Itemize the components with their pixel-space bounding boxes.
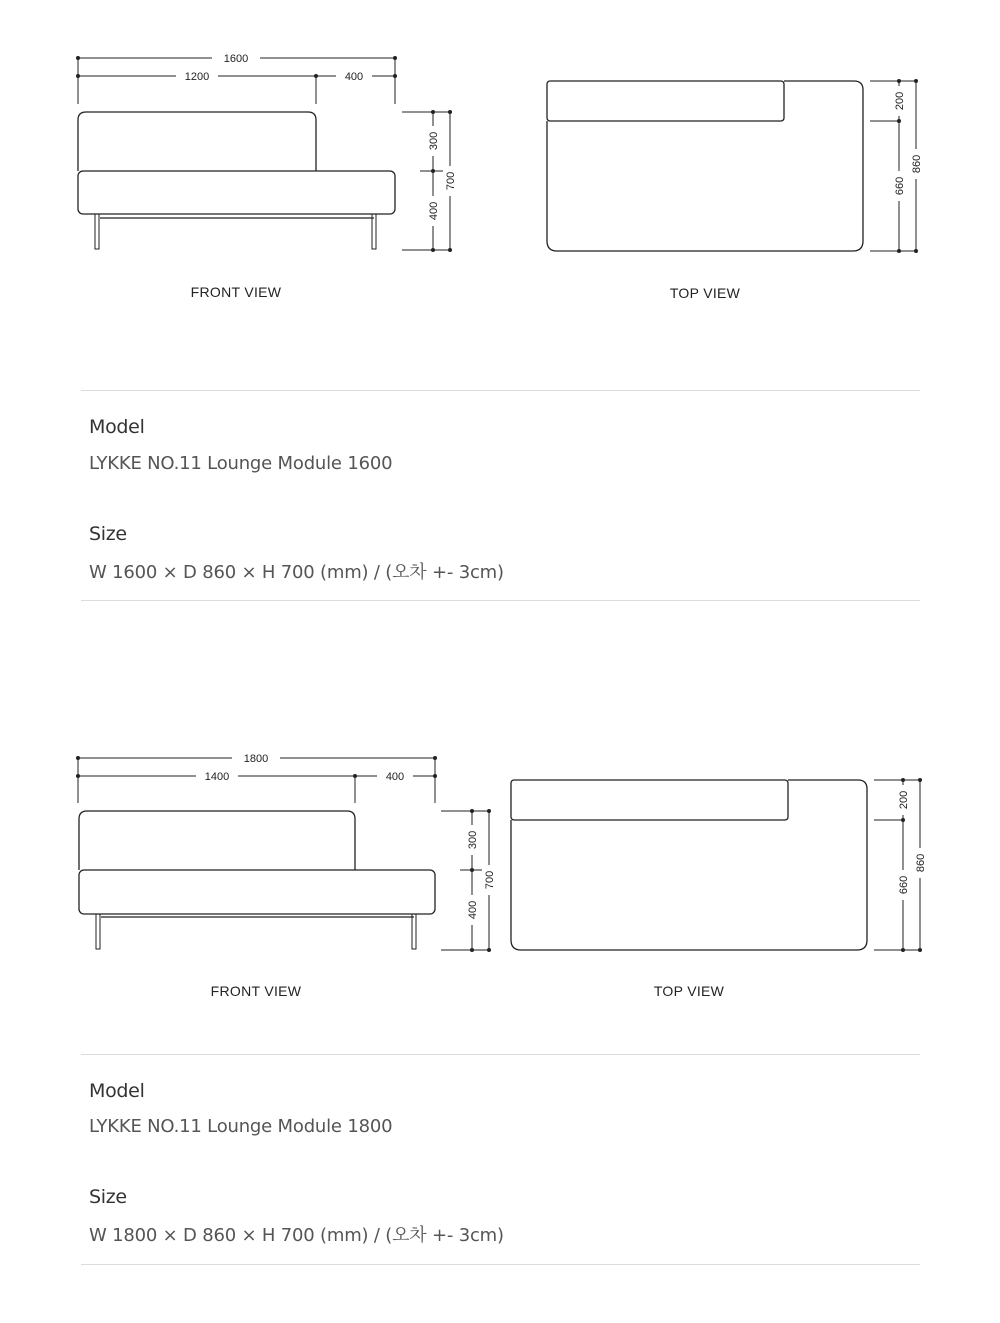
dim-seat-height: 400 [428,201,440,221]
size-label: Size [89,523,127,545]
size-value: W 1800 × D 860 × H 700 (mm) / (오차 +- 3cm) [89,1225,504,1246]
sofa-top-outline [511,780,867,950]
top-depth-dimensions [870,79,923,253]
sofa-top-backrest [511,780,788,820]
dim-back-depth: 200 [898,790,910,810]
dim-back-height: 300 [467,830,479,850]
top-view-1600 [547,79,923,301]
dim-seat-depth: 660 [898,875,910,895]
size-value: W 1600 × D 860 × H 700 (mm) / (오차 +- 3cm) [89,562,504,583]
sofa-top-backrest [547,81,784,121]
top-view-1800 [511,778,927,999]
sofa-backrest [78,112,316,171]
dim-arm-width: 400 [385,771,405,783]
dim-arm-width: 400 [344,71,364,83]
front-height-dimensions [441,809,496,952]
dim-seat-height: 400 [467,900,479,920]
front-view-label: FRONT VIEW [210,983,302,999]
front-view-1800 [76,751,496,999]
spec-table-1600 [81,390,920,601]
sofa-leg-right [412,914,416,949]
sofa-backrest [79,811,355,870]
dim-total-width: 1600 [223,53,249,65]
front-height-dimensions [402,110,457,252]
sofa-leg-left [95,214,99,249]
model-label: Model [89,1080,145,1102]
front-width-dimensions [76,51,397,104]
top-view-label: TOP VIEW [653,983,725,999]
sofa-seat-cushion [78,171,395,214]
dim-total-depth: 860 [915,853,927,873]
front-view-label: FRONT VIEW [190,284,282,300]
sofa-seat-cushion [79,870,435,914]
dim-total-depth: 860 [911,154,923,174]
sofa-top-outline [547,81,863,251]
dim-total-height: 700 [484,870,496,890]
model-value: LYKKE NO.11 Lounge Module 1800 [89,1116,393,1137]
dim-back-height: 300 [428,131,440,151]
module-1600-drawings [0,0,1000,301]
module-1800-drawings [0,699,1000,999]
dim-total-height: 700 [445,171,457,191]
model-label: Model [89,416,145,438]
dim-seat-depth: 660 [894,176,906,196]
dim-back-depth: 200 [894,91,906,111]
dim-total-width: 1800 [243,753,269,765]
top-depth-dimensions [874,778,927,952]
dim-seat-width: 1200 [184,71,210,83]
size-label: Size [89,1186,127,1208]
model-value: LYKKE NO.11 Lounge Module 1600 [89,453,393,474]
front-width-dimensions [76,751,437,803]
top-view-label: TOP VIEW [669,285,741,301]
sofa-leg-right [372,214,376,249]
sofa-leg-left [96,914,100,949]
dim-seat-width: 1400 [204,771,230,783]
front-view-1600 [76,51,457,300]
spec-table-1800 [81,1054,920,1265]
